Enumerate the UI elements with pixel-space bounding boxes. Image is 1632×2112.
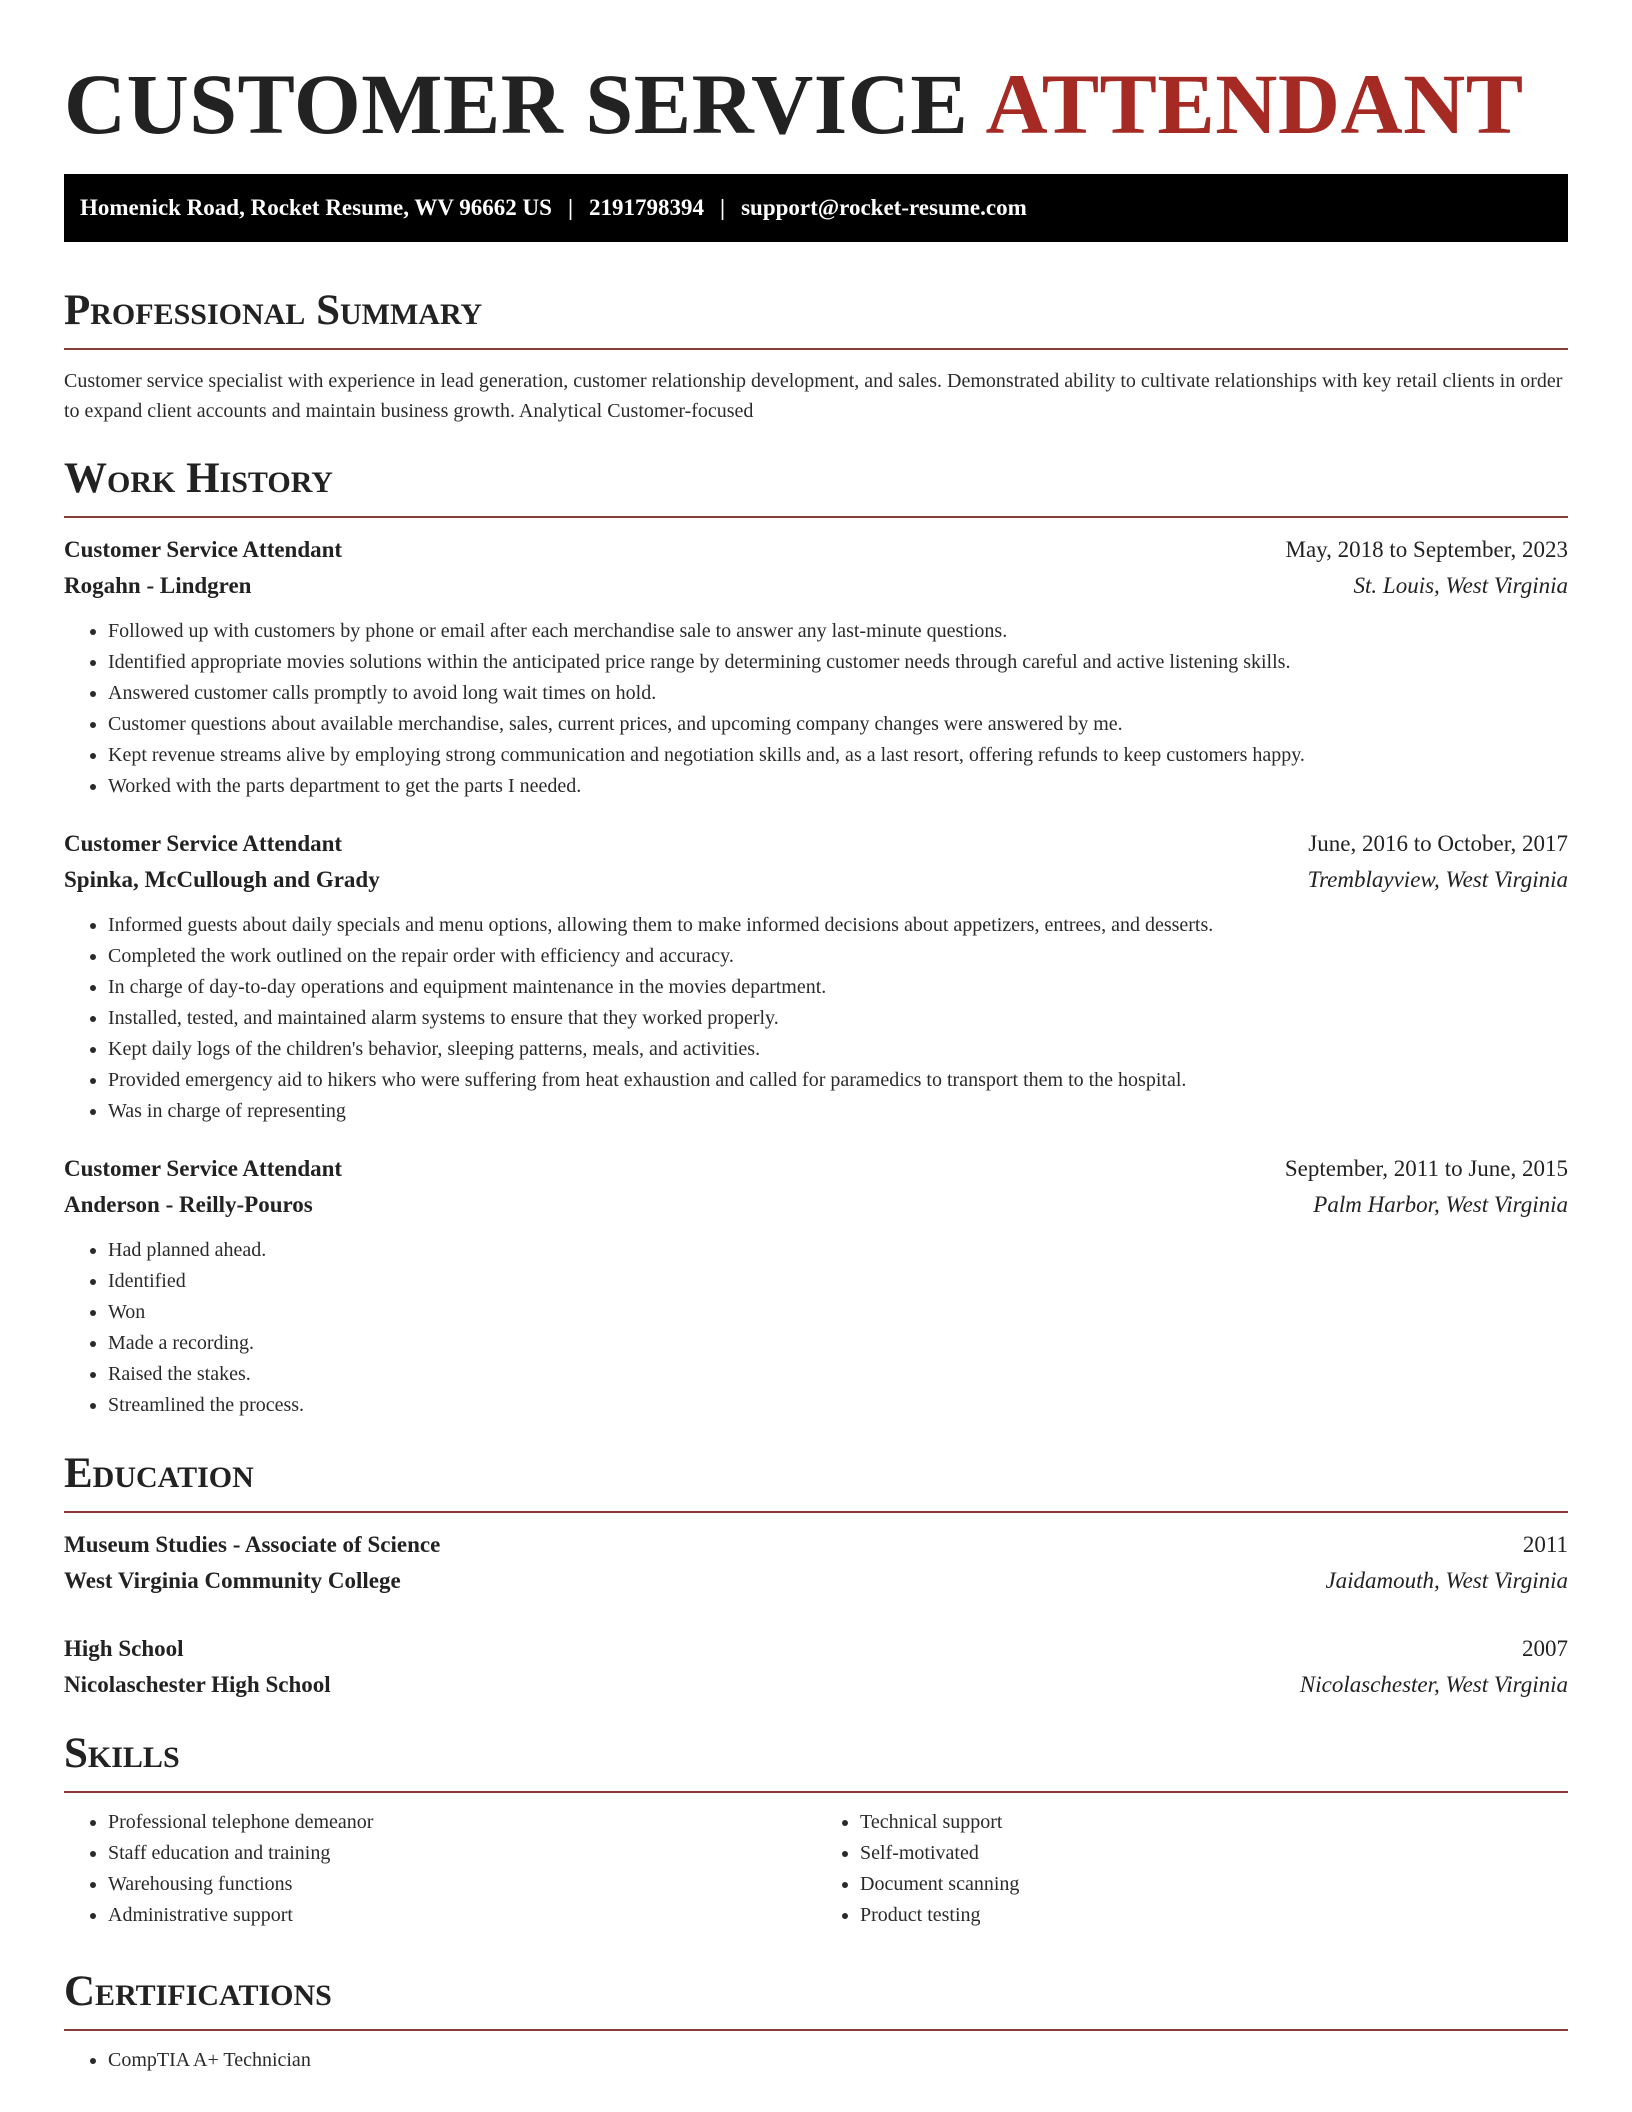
section-divider: [64, 348, 1568, 350]
job-bullet: • Had planned ahead.: [108, 1235, 1568, 1266]
education-location: Nicolaschester, West Virginia: [1299, 1672, 1568, 1697]
job-bullet: • Provided emergency aid to hikers who were suffering from heat exhaustion and called for paramedics to transport them to the hospital.: [108, 1065, 1568, 1096]
job-entry: [64, 826, 1568, 1127]
skill-item: • Administrative support: [108, 1900, 816, 1931]
education-school-row: [64, 1563, 1568, 1599]
education-location: Jaidamouth, West Virginia: [1325, 1568, 1568, 1593]
section-heading-skills: Skills: [64, 1730, 180, 1777]
job-bullet: • Answered customer calls promptly to avoid long wait times on hold.: [108, 678, 1568, 709]
summary-section: [64, 286, 1568, 426]
education-degree: High School: [64, 1636, 184, 1661]
contact-phone[interactable]: 2191798394: [589, 195, 705, 220]
education-entry: [64, 1527, 1568, 1599]
education-school-row: [64, 1667, 1568, 1703]
skill-item: • Self-motivated: [860, 1838, 1568, 1869]
section-heading-certifications: Certifications: [64, 1968, 332, 2015]
job-bullet: • Identified appropriate movies solutions within the anticipated price range by determining customer needs through careful and active listening skills.: [108, 647, 1568, 678]
job-bullet: • Won: [108, 1297, 1568, 1328]
job-bullets: [64, 910, 1568, 1127]
job-company-row: [64, 568, 1568, 604]
job-dates: June, 2016 to October, 2017: [1308, 831, 1568, 856]
certifications-section: [64, 1967, 1568, 2076]
job-bullet: • Customer questions about available merchandise, sales, current prices, and upcoming company changes were answered by me.: [108, 709, 1568, 740]
section-divider: [64, 2029, 1568, 2031]
education-school: Nicolaschester High School: [64, 1672, 331, 1697]
section-divider: [64, 1511, 1568, 1513]
job-bullet: • Was in charge of representing: [108, 1096, 1568, 1127]
job-company: Rogahn - Lindgren: [64, 573, 252, 598]
job-header-row: [64, 532, 1568, 568]
job-header-row: [64, 826, 1568, 862]
job-bullet: • Raised the stakes.: [108, 1359, 1568, 1390]
education-degree: Museum Studies - Associate of Science: [64, 1532, 441, 1557]
title-role: CUSTOMER SERVICE: [64, 56, 969, 152]
job-entry: [64, 1151, 1568, 1421]
section-heading-summary: Professional Summary: [64, 287, 483, 334]
skill-item: • Technical support: [860, 1807, 1568, 1838]
education-school: West Virginia Community College: [64, 1568, 401, 1593]
job-bullet: • Followed up with customers by phone or email after each merchandise sale to answer any last-minute questions.: [108, 616, 1568, 647]
job-bullet: • Streamlined the process.: [108, 1390, 1568, 1421]
skill-item: • Staff education and training: [108, 1838, 816, 1869]
job-bullet: • Identified: [108, 1266, 1568, 1297]
section-divider: [64, 1791, 1568, 1793]
job-bullet: • Installed, tested, and maintained alarm systems to ensure that they worked properly.: [108, 1003, 1568, 1034]
education-degree-row: [64, 1527, 1568, 1563]
skill-item: • Product testing: [860, 1900, 1568, 1931]
education-year: 2007: [1522, 1636, 1568, 1661]
contact-bar: [64, 174, 1568, 242]
section-heading-work: Work History: [64, 455, 333, 502]
skills-list-left: [64, 1807, 816, 1931]
job-company: Anderson - Reilly-Pouros: [64, 1192, 313, 1217]
job-entry: [64, 532, 1568, 802]
job-bullet: • Kept revenue streams alive by employing strong communication and negotiation skills and, as a last resort, offering refunds to keep customers happy.: [108, 740, 1568, 771]
skills-columns: [64, 1807, 1568, 1931]
contact-separator: |: [567, 195, 574, 220]
job-dates: May, 2018 to September, 2023: [1285, 537, 1568, 562]
job-bullets: [64, 616, 1568, 802]
contact-email[interactable]: support@rocket-resume.com: [741, 195, 1027, 220]
contact-address: Homenick Road, Rocket Resume, WV 96662 US: [80, 195, 552, 220]
job-company: Spinka, McCullough and Grady: [64, 867, 380, 892]
section-divider: [64, 516, 1568, 518]
resume-title: [64, 58, 1568, 150]
job-location: Palm Harbor, West Virginia: [1313, 1192, 1568, 1217]
education-year: 2011: [1522, 1532, 1568, 1557]
job-title: Customer Service Attendant: [64, 537, 343, 562]
job-bullet: • In charge of day-to-day operations and equipment maintenance in the movies department.: [108, 972, 1568, 1003]
work-history-section: [64, 454, 1568, 1421]
education-section: [64, 1449, 1568, 1703]
job-company-row: [64, 1187, 1568, 1223]
contact-separator: |: [720, 195, 726, 220]
job-title: Customer Service Attendant: [64, 1156, 343, 1181]
job-header-row: [64, 1151, 1568, 1187]
section-heading-education: Education: [64, 1450, 254, 1497]
education-degree-row: [64, 1631, 1568, 1667]
job-bullet: • Worked with the parts department to get the parts I needed.: [108, 771, 1568, 802]
summary-text: Customer service specialist with experience in lead generation, customer relationship development, and sales. Demonstrated ability to cultivate relationships with key retail clients in order to expand client accounts and maintain business growth. Analytical Customer-focused: [64, 370, 1563, 422]
skills-list-right: [816, 1807, 1568, 1931]
job-title: Customer Service Attendant: [64, 831, 343, 856]
job-company-row: [64, 862, 1568, 898]
job-location: St. Louis, West Virginia: [1353, 573, 1568, 598]
skills-section: [64, 1729, 1568, 1931]
title-role-accent: ATTENDANT: [985, 56, 1524, 152]
job-bullet: • Made a recording.: [108, 1328, 1568, 1359]
job-bullet: • Kept daily logs of the children's behavior, sleeping patterns, meals, and activities.: [108, 1034, 1568, 1065]
education-entry: [64, 1631, 1568, 1703]
resume-content: [64, 0, 1568, 2076]
job-dates: September, 2011 to June, 2015: [1284, 1156, 1568, 1181]
skill-item: • Professional telephone demeanor: [108, 1807, 816, 1838]
skill-item: • Document scanning: [860, 1869, 1568, 1900]
certifications-list: [64, 2045, 1568, 2076]
job-bullets: [64, 1235, 1568, 1421]
skill-item: • Warehousing functions: [108, 1869, 816, 1900]
job-location: Tremblayview, West Virginia: [1307, 867, 1568, 892]
job-bullet: • Informed guests about daily specials and menu options, allowing them to make informed decisions about appetizers, entrees, and desserts.: [108, 910, 1568, 941]
job-bullet: • Completed the work outlined on the repair order with efficiency and accuracy.: [108, 941, 1568, 972]
certification-item: • CompTIA A+ Technician: [108, 2045, 1568, 2076]
